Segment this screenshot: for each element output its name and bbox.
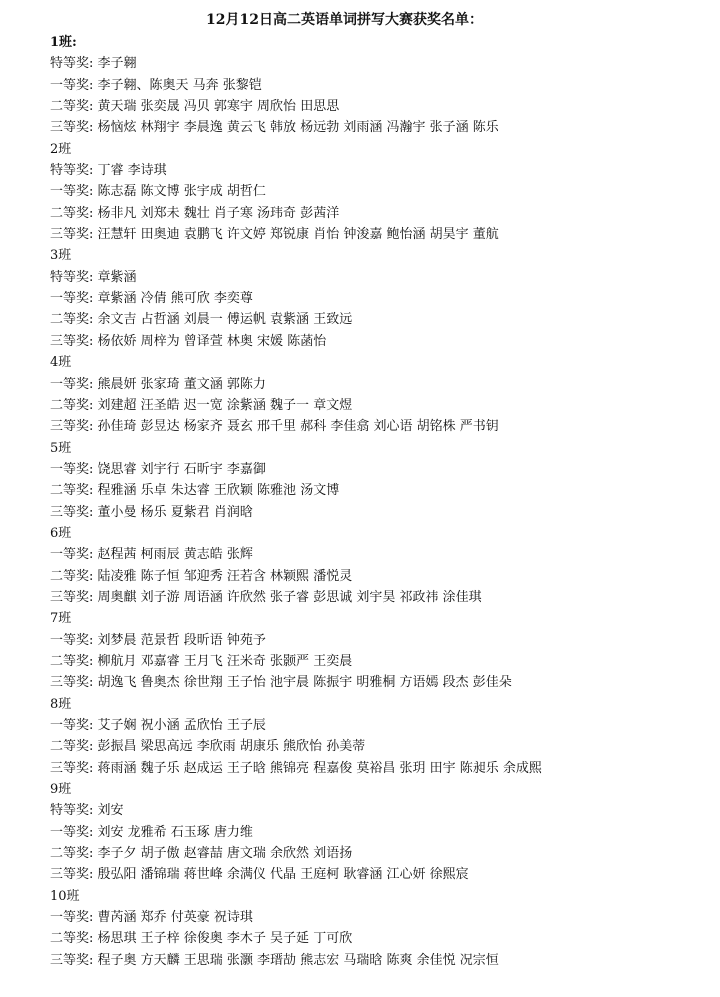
award-row [50,75,720,96]
award-label: 一等奖: [50,461,94,477]
award-names: 彭振昌 梁思高远 李欣雨 胡康乐 熊欣怡 孙美蒂 [97,739,366,755]
award-label: 三等奖: [50,867,94,883]
award-label: 二等奖: [50,568,94,584]
class-heading: 2班 [50,141,72,157]
award-row [50,267,720,288]
award-row [50,331,720,352]
award-label: 三等奖: [50,952,94,968]
award-row [50,864,720,885]
award-label: 二等奖: [50,483,94,499]
award-names: 杨依娇 周梓为 曾译萱 林奥 宋媛 陈菡怡 [97,333,327,349]
award-list [50,32,720,971]
award-label: 一等奖: [50,376,94,392]
award-names: 丁睿 李诗琪 [97,163,167,179]
award-names: 艾子娴 祝小涵 孟欣怡 王子辰 [97,718,266,733]
award-row [50,843,720,864]
award-label: 二等奖: [50,931,94,947]
award-names: 孙佳琦 彭昱达 杨家齐 聂玄 邢千里 郝科 李佳翕 刘心语 胡铭株 严书钥 [97,419,499,435]
award-row [50,480,720,501]
award-row [50,395,720,416]
award-names: 汪慧轩 田奥迪 袁鹏飞 许文婷 郑锐康 肖怡 钟浚嘉 鲍怡涵 胡昊宇 董航 [97,227,499,243]
award-label: 三等奖: [50,120,94,136]
award-names: 余文吉 占哲涵 刘晨一 傅运帆 袁紫涵 王致远 [97,312,353,328]
award-label: 三等奖: [50,675,94,691]
award-label: 二等奖: [50,739,94,755]
award-names: 程雅涵 乐卓 朱达睿 王欣颖 陈雅池 汤文博 [97,483,340,499]
award-row [50,758,720,779]
award-label: 一等奖: [50,77,94,93]
award-row [50,651,720,672]
award-names: 董小曼 杨乐 夏紫君 肖润晗 [97,504,253,520]
award-row [50,53,720,74]
award-names: 杨思琪 王子梓 徐俊奥 李木子 吴子延 丁可欣 [97,931,353,947]
award-label: 二等奖: [50,653,94,669]
award-names: 周奥麒 刘子游 周语涵 许欣然 张子睿 彭思诚 刘宇昊 祁政祎 涂佳琪 [97,589,482,605]
award-row [50,907,720,928]
award-label: 一等奖: [50,718,94,733]
award-label: 三等奖: [50,227,94,243]
award-row [50,117,720,138]
award-row [50,672,720,693]
class-heading: 1班: [50,35,77,50]
award-label: 一等奖: [50,291,94,307]
award-label: 一等奖: [50,184,94,200]
award-names: 陈志磊 陈文博 张宇成 胡哲仁 [97,184,266,200]
award-names: 章紫涵 冷倩 熊可欣 李奕尊 [97,291,253,307]
award-label: 二等奖: [50,205,94,221]
award-label: 特等奖: [50,803,94,819]
class-heading: 10班 [50,888,80,904]
award-label: 特等奖: [50,56,94,72]
award-row [50,715,720,736]
award-names: 熊晨妍 张家琦 董文涵 郭陈力 [97,376,266,392]
award-row [50,160,720,181]
award-names: 曹芮涵 郑乔 付英豪 祝诗琪 [97,910,253,926]
class-heading: 7班 [50,611,72,627]
class-heading: 9班 [50,782,72,798]
award-names: 程子奥 方天麟 王思瑞 张灏 李瑨劼 熊志宏 马瑞晗 陈爽 余佳悦 况宗恒 [97,952,499,968]
award-names: 赵程茜 柯雨辰 黄志皓 张辉 [97,547,253,563]
award-row [50,928,720,949]
award-row [50,822,720,843]
award-row [50,544,720,565]
award-label: 特等奖: [50,269,94,285]
award-names: 陆凌雅 陈子恒 邹迎秀 汪若含 林颖熙 潘悦灵 [97,568,353,584]
award-row [50,416,720,437]
award-names: 柳航月 邓嘉睿 王月飞 汪米奇 张颢严 王奕晨 [97,653,353,669]
class-heading: 5班 [50,440,72,456]
award-names: 杨恼炫 林翔宇 李晨逸 黄云飞 韩放 杨远勃 刘雨涵 冯瀚宇 张子涵 陈乐 [97,120,499,136]
class-heading: 8班 [50,696,72,712]
award-label: 三等奖: [50,419,94,435]
award-names: 黄天瑞 张奕晟 冯贝 郭寒宇 周欣怡 田思思 [97,99,340,115]
award-row [50,800,720,821]
award-names: 章紫涵 [97,269,137,285]
award-names: 刘建超 汪圣皓 迟一宽 涂紫涵 魏子一 章文煜 [97,397,353,413]
award-names: 殷弘阳 潘锦瑞 蒋世峰 余满仪 代晶 王庭柯 耿睿涵 江心妍 徐熙宸 [97,867,469,883]
award-label: 二等奖: [50,846,94,862]
award-row [50,736,720,757]
award-label: 一等奖: [50,824,94,840]
award-label: 三等奖: [50,333,94,349]
award-label: 特等奖: [50,163,94,179]
award-label: 二等奖: [50,397,94,413]
award-row [50,203,720,224]
award-names: 刘梦晨 范景哲 段昕语 钟苑予 [97,632,266,648]
award-label: 二等奖: [50,99,94,115]
document-title: 12月12日高二英语单词拼写大赛获奖名单： [206,12,483,28]
award-row [50,630,720,651]
award-label: 一等奖: [50,632,94,648]
award-names: 李子夕 胡子傲 赵睿喆 唐文瑞 余欣然 刘语扬 [97,846,353,862]
award-row [50,502,720,523]
award-names: 杨非凡 刘郑未 魏壮 肖子寒 汤玮奇 彭茜洋 [97,205,340,221]
class-heading: 3班 [50,248,72,264]
award-row [50,459,720,480]
award-label: 三等奖: [50,589,94,605]
award-label: 一等奖: [50,547,94,563]
award-names: 李子翱 [97,56,137,72]
award-names: 李子翱、陈奥天 马奔 张黎铠 [97,77,262,93]
award-names: 胡逸飞 鲁奥杰 徐世翔 王子怡 池宇晨 陈振宇 明雅桐 方语嫣 段杰 彭佳朵 [97,675,512,691]
award-row [50,587,720,608]
class-heading: 4班 [50,355,72,371]
award-names: 蒋雨涵 魏子乐 赵成运 王子晗 熊锦亮 程嘉俊 莫裕昌 张玥 田宇 陈昶乐 余成熙 [97,760,542,776]
award-label: 三等奖: [50,504,94,520]
award-row [50,96,720,117]
award-label: 二等奖: [50,312,94,328]
award-row [50,566,720,587]
award-row [50,224,720,245]
award-row [50,309,720,330]
class-heading: 6班 [50,525,72,541]
award-label: 三等奖: [50,760,94,776]
award-names: 刘安 龙雅希 石玉琢 唐力维 [97,824,253,840]
award-label: 一等奖: [50,910,94,926]
award-row [50,181,720,202]
award-row [50,288,720,309]
award-row [50,950,720,971]
award-names: 刘安 [97,803,124,819]
award-row [50,374,720,395]
award-names: 饶思睿 刘宇行 石昕宇 李嘉御 [97,461,266,477]
